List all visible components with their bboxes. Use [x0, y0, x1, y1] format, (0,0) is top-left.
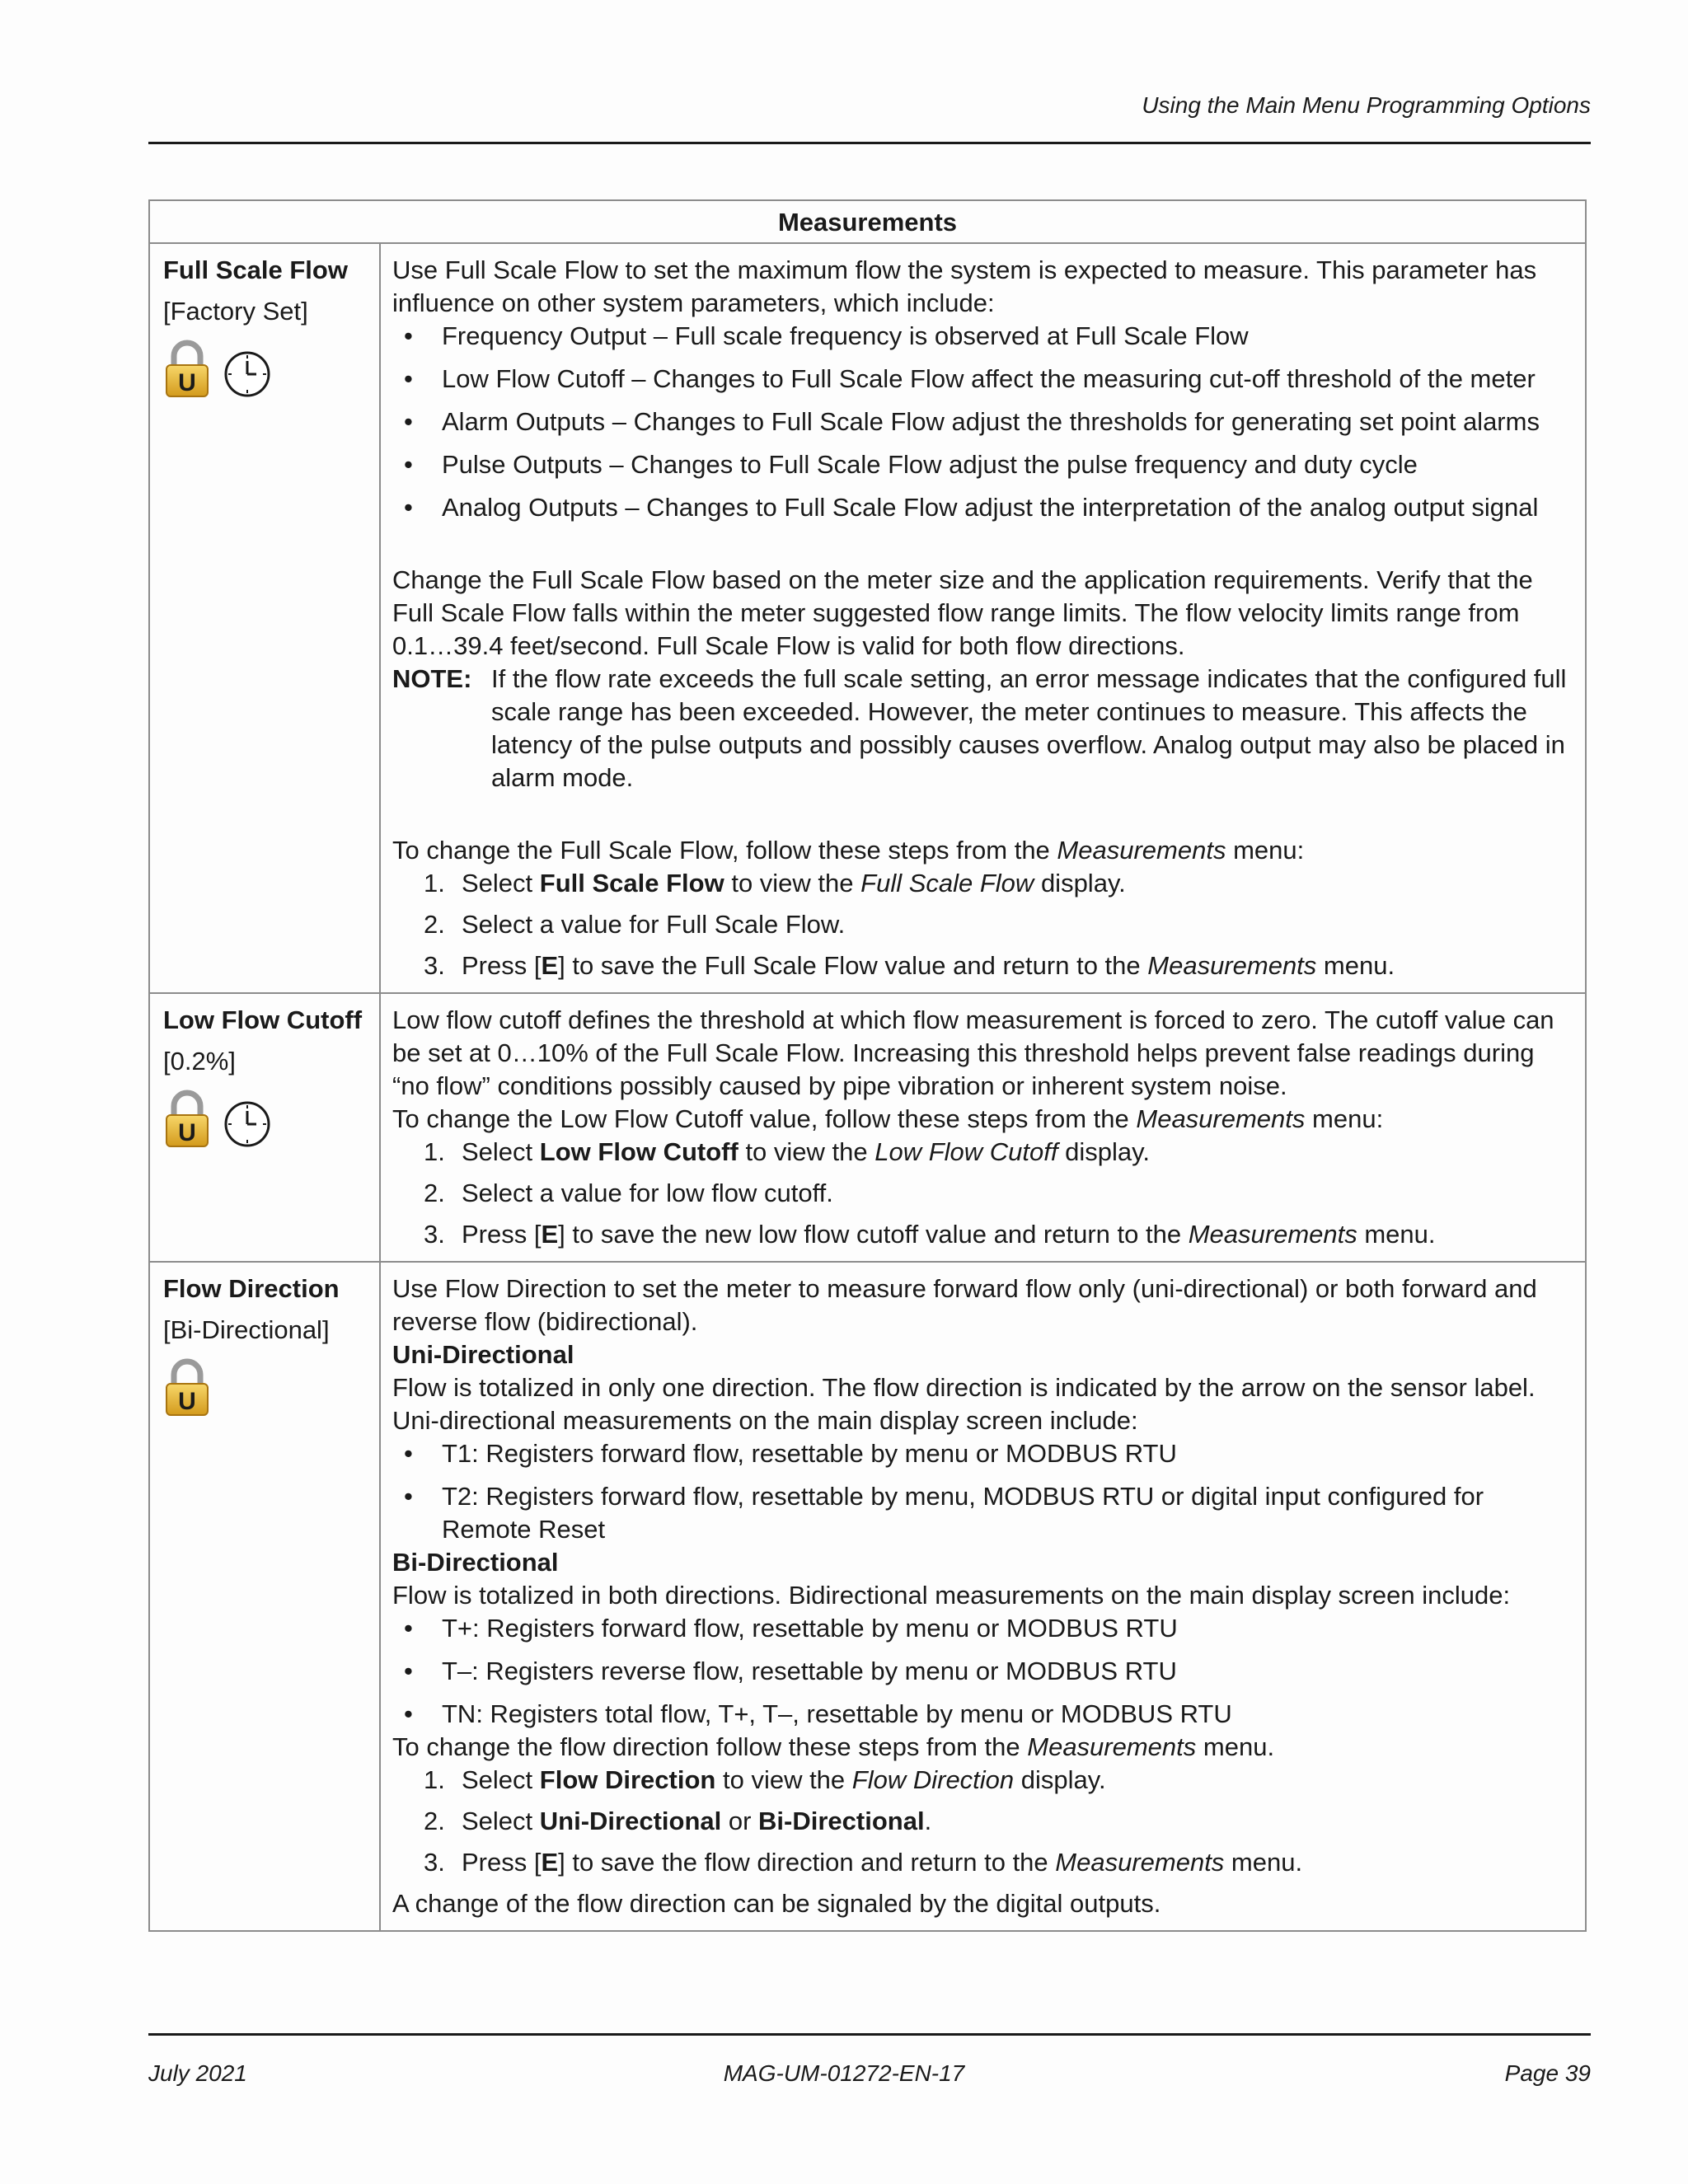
parameter-name: Flow Direction	[163, 1274, 340, 1303]
steps-intro: To change the Full Scale Flow, follow these steps from the Measurements menu:	[392, 836, 1305, 865]
paragraph: Use Flow Direction to set the meter to measure forward flow only (uni-directional) or both forward and reverse flow (bidirectional).	[392, 1274, 1537, 1336]
note-label: NOTE:	[392, 664, 472, 693]
steps-list	[392, 1764, 1568, 1879]
list-item: 3. Press [E] to save the new low flow cutoff value and return to the Measurements menu.	[424, 1220, 1436, 1249]
clock-icon	[223, 1099, 272, 1149]
paragraph: Use Full Scale Flow to set the maximum flow the system is expected to measure. This parameter has influence on other system parameters, which include:	[392, 255, 1537, 317]
list-item: • Analog Outputs – Changes to Full Scale Flow adjust the interpretation of the analog output signal	[392, 491, 1568, 524]
parameter-name: Low Flow Cutoff	[163, 1005, 363, 1034]
list-item: • T–: Registers reverse flow, resettable by menu or MODBUS RTU	[392, 1655, 1568, 1688]
parameter-default: [Bi-Directional]	[163, 1315, 330, 1344]
lock-icon	[163, 1090, 211, 1149]
svg-text:U: U	[178, 1388, 196, 1415]
paragraph: Change the Full Scale Flow based on the meter size and the application requirements. Verify that the Full Scale Flow falls within the meter suggested flow range limits. The flow velocity limits range from 0.1…39.4 feet/second. Full Scale Flow is valid for both flow directions.	[392, 565, 1533, 660]
note	[392, 663, 1568, 794]
steps-intro: To change the flow direction follow these steps from the Measurements menu.	[392, 1732, 1275, 1761]
parameter-cell	[149, 993, 380, 1262]
header-rule	[148, 142, 1591, 144]
steps-intro: To change the Low Flow Cutoff value, follow these steps from the Measurements menu:	[392, 1104, 1384, 1133]
parameter-cell	[149, 1262, 380, 1931]
lock-icon	[163, 340, 211, 399]
svg-text:U: U	[178, 1119, 196, 1146]
list-item: 1. Select Full Scale Flow to view the Full Scale Flow display.	[424, 869, 1126, 898]
list-item: • T1: Registers forward flow, resettable by menu or MODBUS RTU	[392, 1437, 1568, 1470]
table-row	[149, 243, 1586, 993]
subheading: Uni-Directional	[392, 1340, 574, 1369]
steps-list	[392, 867, 1568, 982]
parameter-cell	[149, 243, 380, 993]
clock-icon	[223, 349, 272, 399]
list-item: • T2: Registers forward flow, resettable by menu, MODBUS RTU or digital input configured for Remote Reset	[392, 1480, 1568, 1546]
list-item: 3. Press [E] to save the flow direction and return to the Measurements menu.	[424, 1848, 1303, 1877]
list-item: • Pulse Outputs – Changes to Full Scale Flow adjust the pulse frequency and duty cycle	[392, 448, 1568, 481]
footer-date: July 2021	[148, 2060, 247, 2086]
parameter-name: Full Scale Flow	[163, 255, 348, 284]
lock-icon	[163, 1358, 211, 1418]
parameter-default: [Factory Set]	[163, 297, 308, 326]
list-item: • TN: Registers total flow, T+, T–, resettable by menu or MODBUS RTU	[392, 1698, 1568, 1731]
description-cell	[380, 243, 1586, 993]
bullet-list	[392, 1612, 1568, 1731]
list-item: • T+: Registers forward flow, resettable by menu or MODBUS RTU	[392, 1612, 1568, 1645]
list-item: • Frequency Output – Full scale frequency is observed at Full Scale Flow	[392, 320, 1568, 353]
list-item: 1. Select Low Flow Cutoff to view the Low Flow Cutoff display.	[424, 1137, 1150, 1166]
list-item: 3. Press [E] to save the Full Scale Flow value and return to the Measurements menu.	[424, 951, 1395, 980]
list-item: 1. Select Flow Direction to view the Flow Direction display.	[424, 1765, 1106, 1794]
list-item: • Alarm Outputs – Changes to Full Scale Flow adjust the thresholds for generating set point alarms	[392, 405, 1568, 438]
parameter-default: [0.2%]	[163, 1047, 236, 1076]
table-title: Measurements	[149, 200, 1586, 243]
bullet-list	[392, 1437, 1568, 1546]
measurements-table	[148, 199, 1587, 1932]
note-text: If the flow rate exceeds the full scale setting, an error message indicates that the configured full scale range has been exceeded. However, the meter continues to measure. This affects the latency of the pulse outputs and possibly causes overflow. Analog output may also be placed in alarm mode.	[491, 664, 1567, 792]
list-item: • Low Flow Cutoff – Changes to Full Scale Flow affect the measuring cut-off threshold of the meter	[392, 363, 1568, 396]
description-cell	[380, 993, 1586, 1262]
svg-text:U: U	[178, 369, 196, 396]
paragraph: Flow is totalized in only one direction. The flow direction is indicated by the arrow on the sensor label. Uni-directional measurements on the main display screen include:	[392, 1373, 1536, 1435]
list-item: 2. Select Uni-Directional or Bi-Directional.	[424, 1807, 932, 1835]
description-cell	[380, 1262, 1586, 1931]
table-row	[149, 1262, 1586, 1931]
subheading: Bi-Directional	[392, 1548, 559, 1577]
footer-doc-id: MAG-UM-01272-EN-17	[723, 2060, 965, 2086]
footer-page-number: Page 39	[1504, 2060, 1591, 2086]
table-row	[149, 993, 1586, 1262]
bullet-list	[392, 320, 1568, 524]
paragraph: Low flow cutoff defines the threshold at which flow measurement is forced to zero. The cutoff value can be set at 0…10% of the Full Scale Flow. Increasing this threshold helps prevent false readings during “no flow” conditions possibly caused by pipe vibration or inherent system noise.	[392, 1005, 1554, 1100]
running-header: Using the Main Menu Programming Options	[1142, 92, 1591, 118]
list-item: 2. Select a value for Full Scale Flow.	[424, 910, 846, 939]
paragraph: Flow is totalized in both directions. Bidirectional measurements on the main display screen include:	[392, 1581, 1511, 1610]
paragraph: A change of the flow direction can be signaled by the digital outputs.	[392, 1889, 1161, 1918]
list-item: 2. Select a value for low flow cutoff.	[424, 1179, 833, 1207]
footer-rule	[148, 2033, 1591, 2036]
steps-list	[392, 1136, 1568, 1251]
